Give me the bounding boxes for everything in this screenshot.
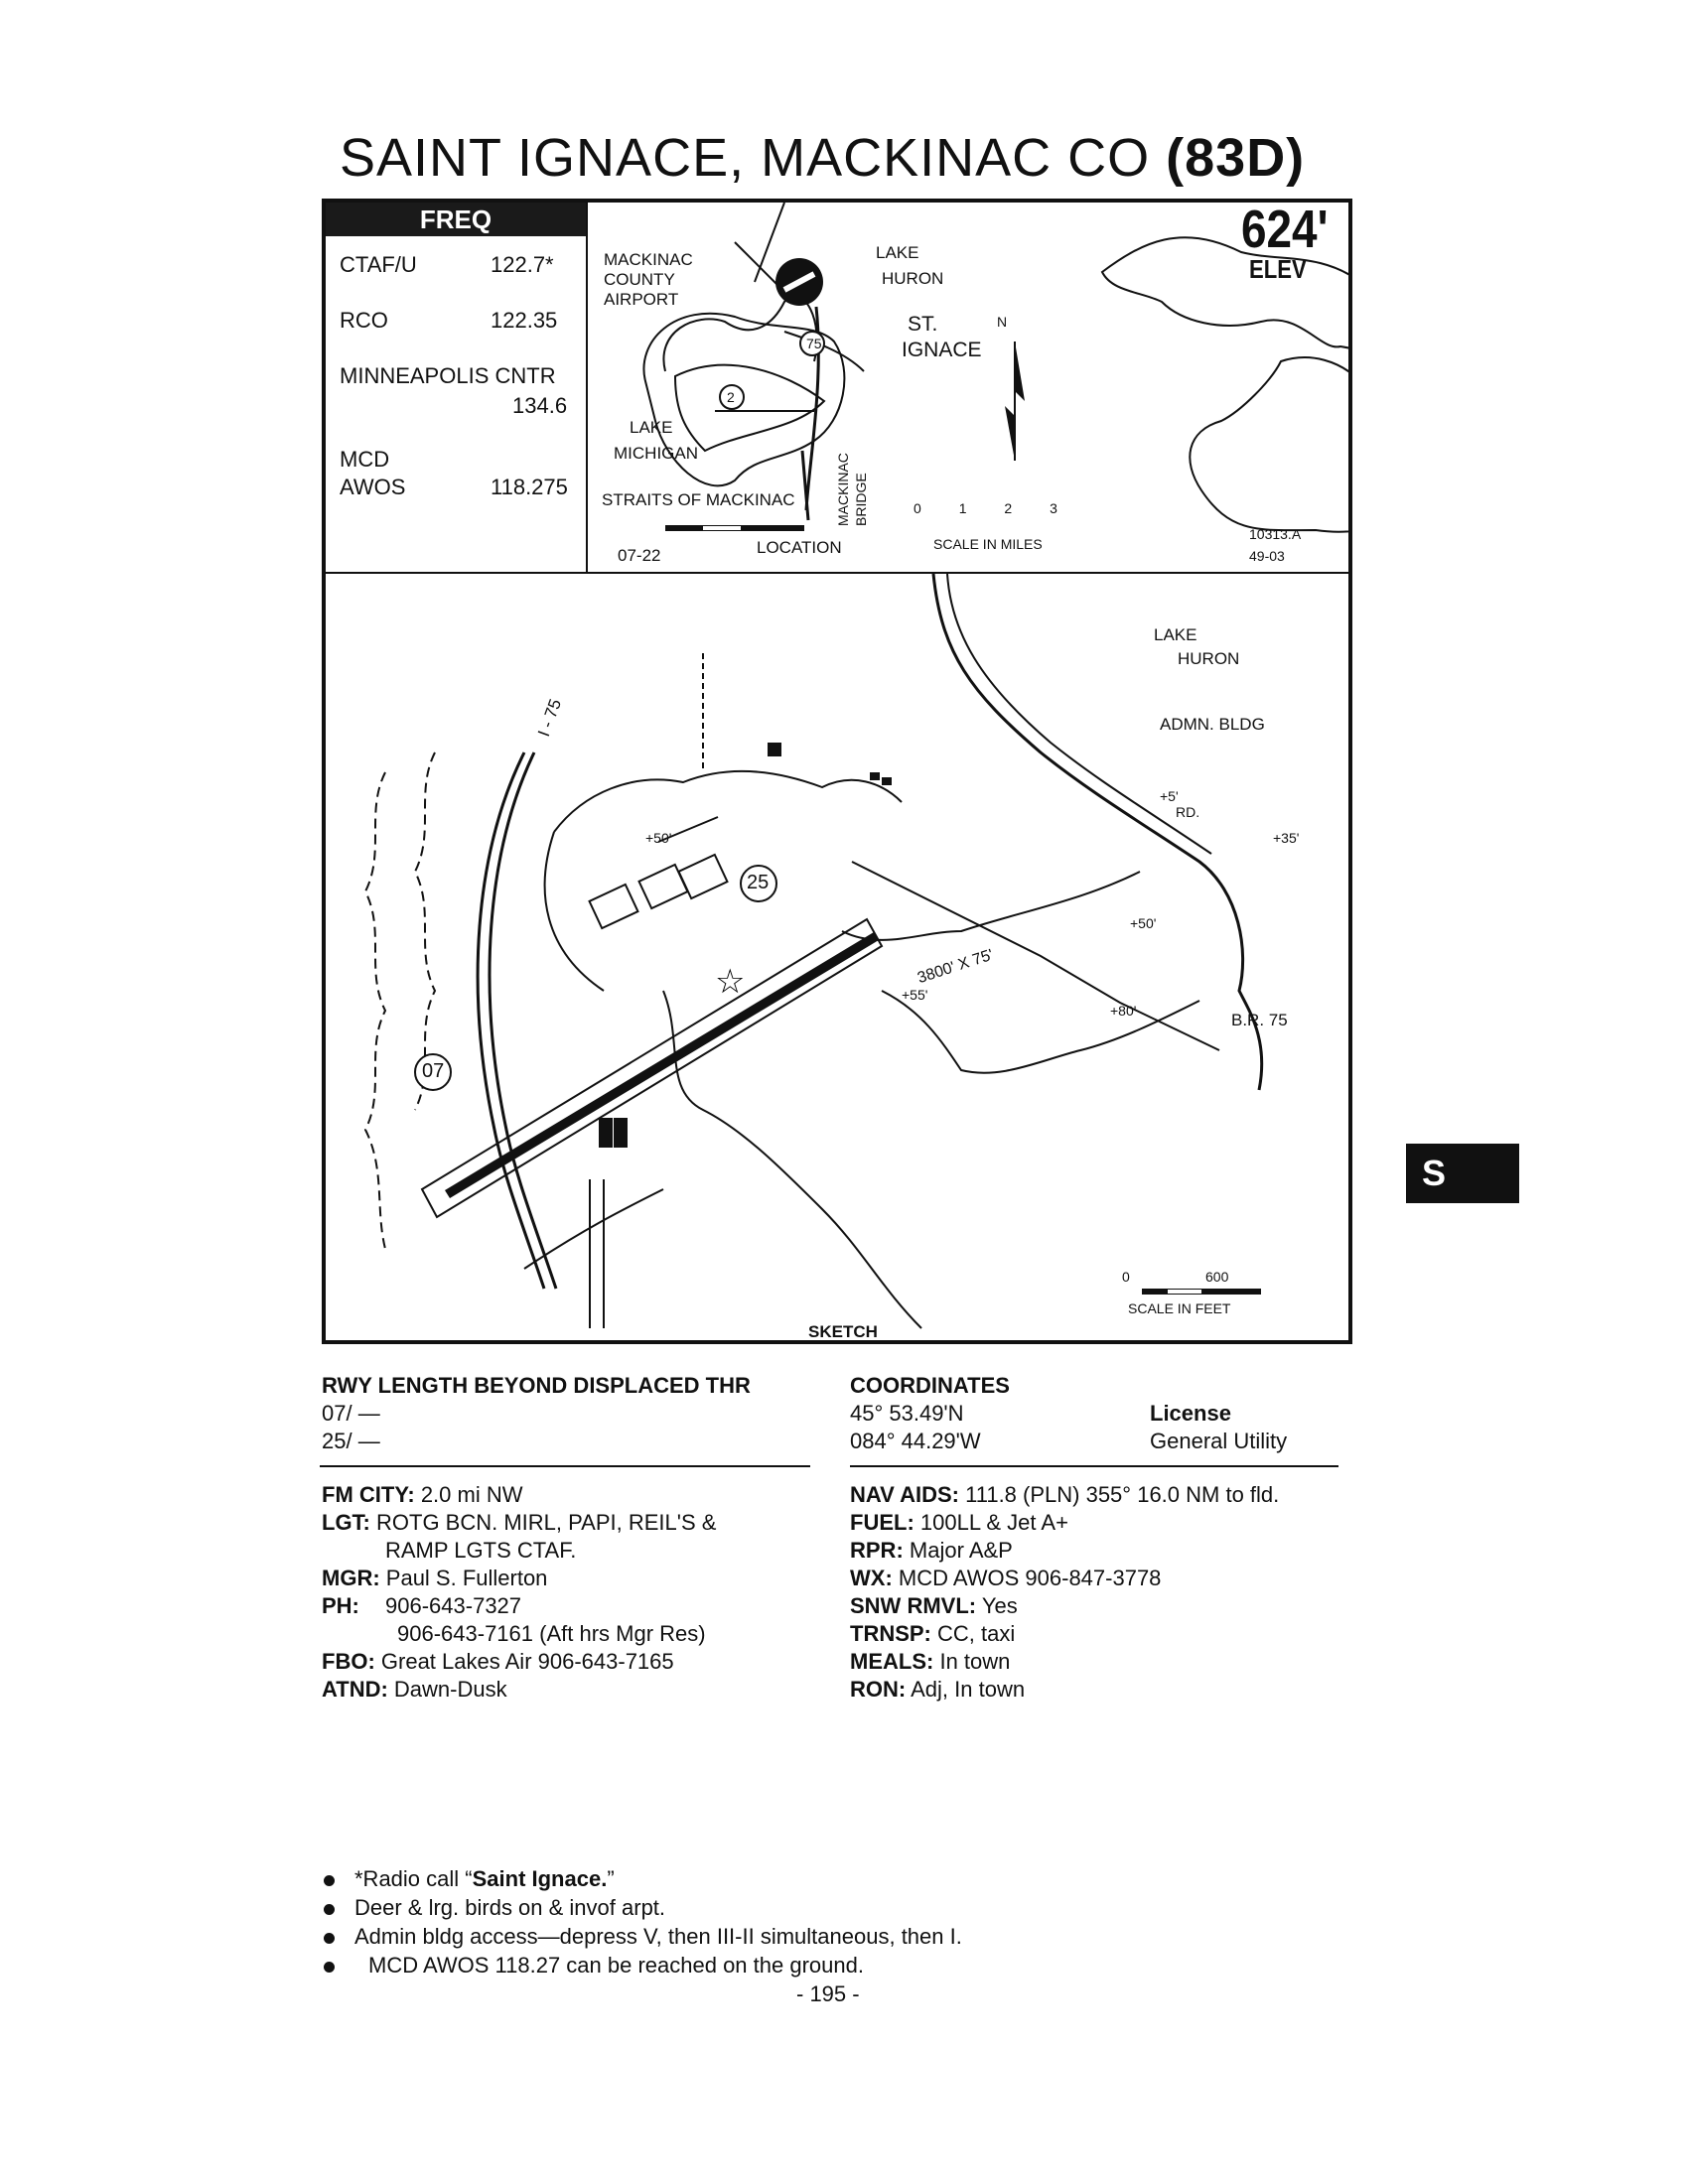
info-lgt: LGT: ROTG BCN. MIRL, PAPI, REIL'S & — [322, 1510, 717, 1535]
bullet-icon — [324, 1875, 335, 1886]
sketch-plus80-label: +80' — [1110, 1003, 1137, 1019]
freq-label-awos: AWOS — [340, 475, 406, 499]
map-airport-label: MACKINAC COUNTY AIRPORT — [604, 250, 693, 309]
page-title — [340, 127, 1305, 189]
info-wx: WX: MCD AWOS 906-847-3778 — [850, 1566, 1162, 1590]
page-number: - 195 - — [796, 1981, 860, 2006]
info-rpr: RPR: Major A&P — [850, 1538, 1013, 1563]
freq-label-rco: RCO — [340, 308, 388, 333]
bullet-icon — [324, 1933, 335, 1944]
map-north-label: N — [997, 314, 1008, 330]
map-caption: LOCATION — [757, 538, 842, 557]
admin-building — [768, 743, 781, 756]
info-ron: RON: Adj, In town — [850, 1677, 1026, 1702]
coordinates-lat: 45° 53.49'N — [850, 1401, 964, 1426]
info-ph: PH: 906-643-7327 — [322, 1593, 522, 1618]
map-route-2-label: 2 — [727, 389, 735, 405]
sketch-plus35-label: +35' — [1273, 830, 1300, 846]
sketch-rwy07-label: 07 — [422, 1060, 445, 1082]
rwy-length-header: RWY LENGTH BEYOND DISPLACED THR — [322, 1373, 751, 1398]
runway-07-25 — [445, 932, 879, 1198]
info-ph-aft-hrs: 906-643-7161 (Aft hrs Mgr Res) — [397, 1621, 706, 1646]
sketch-plus5-label: +5' — [1160, 788, 1179, 804]
map-bridge-label: MACKINAC BRIDGE — [835, 453, 869, 526]
map-date: 07-22 — [618, 546, 661, 565]
map-ref-1: 10313.A — [1249, 526, 1302, 542]
sketch-caption: SKETCH — [808, 1322, 878, 1341]
airport-sketch — [326, 574, 1348, 1340]
info-left — [322, 1481, 716, 1704]
freq-value-awos: 118.275 — [491, 475, 568, 499]
sketch-i75-label: I - 75 — [534, 696, 566, 740]
freq-value-minneapolis: 134.6 — [512, 393, 568, 418]
note-3: Admin bldg access—depress V, then III-II simultaneous, then I. — [324, 1922, 962, 1951]
north-arrow-icon — [1005, 341, 1025, 461]
sketch-scale-tick-0: 0 — [1122, 1269, 1130, 1285]
rwy-length-25: 25/ — — [322, 1429, 380, 1453]
info-nav-aids: NAV AIDS: 111.8 (PLN) 355° 16.0 NM to fld. — [850, 1482, 1280, 1507]
rwy-length-07: 07/ — — [322, 1401, 380, 1426]
freq-label-minneapolis: MINNEAPOLIS CNTR — [340, 363, 556, 388]
info-right — [850, 1481, 1279, 1704]
map-ref-2: 49-03 — [1249, 548, 1285, 564]
map-scale-bar — [665, 525, 804, 531]
note-4: MCD AWOS 118.27 can be reached on the ground. — [324, 1951, 962, 1979]
license-label: License — [1150, 1401, 1231, 1426]
sketch-br75-label: B.R. 75 — [1231, 1011, 1288, 1029]
sketch-scale-label: SCALE IN FEET — [1128, 1300, 1231, 1316]
info-snw-rmvl: SNW RMVL: Yes — [850, 1593, 1018, 1618]
sketch-plus50-left-label: +50' — [645, 830, 672, 846]
elevation-label: ELEV — [1249, 254, 1307, 284]
coordinates-lon: 084° 44.29'W — [850, 1429, 981, 1453]
map-scale-ticks: 0 1 2 3 — [914, 500, 1057, 516]
michigan-outline — [1102, 237, 1348, 532]
freq-label-ctaf: CTAF/U — [340, 252, 417, 277]
sketch-plus55-label: +55' — [902, 987, 928, 1003]
freq-header: FREQ — [326, 203, 586, 236]
info-fbo: FBO: Great Lakes Air 906-643-7165 — [322, 1649, 674, 1674]
freq-label-mcd: MCD — [340, 447, 390, 472]
sketch-runway-dims: 3800' X 75' — [915, 946, 996, 988]
sketch-rd-label: RD. — [1176, 804, 1200, 820]
location-map — [586, 203, 1348, 572]
info-fm-city: FM CITY: 2.0 mi NW — [322, 1482, 523, 1507]
note-2: Deer & lrg. birds on & invof arpt. — [324, 1893, 962, 1922]
airport-ident: (83D) — [1166, 128, 1306, 188]
map-scale-label: SCALE IN MILES — [933, 536, 1043, 552]
info-mgr: MGR: Paul S. Fullerton — [322, 1566, 548, 1590]
coordinates-rule — [850, 1465, 1338, 1467]
info-atnd: ATND: Dawn-Dusk — [322, 1677, 507, 1702]
license-value: General Utility — [1150, 1429, 1288, 1453]
freq-value-ctaf: 122.7* — [491, 252, 554, 277]
bullet-icon — [324, 1904, 335, 1915]
info-lgt-cont: RAMP LGTS CTAF. — [385, 1538, 577, 1563]
section-tab: S — [1406, 1144, 1519, 1203]
sketch-rwy25-label: 25 — [747, 872, 770, 893]
elevation-value: 624' — [1241, 200, 1329, 259]
sketch-admn-label: ADMN. BLDG — [1160, 715, 1265, 734]
map-route-75-label: 75 — [806, 336, 822, 351]
info-meals: MEALS: In town — [850, 1649, 1011, 1674]
map-st-ignace-label: ST. IGNACE — [902, 313, 982, 361]
map-lake-huron-label: LAKE HURON — [876, 243, 944, 288]
sketch-lake-huron-label: LAKE HURON — [1154, 625, 1240, 668]
note-1: *Radio call “Saint Ignace.” — [324, 1864, 962, 1893]
rwy-length-rule — [320, 1465, 810, 1467]
beacon-star-icon: ☆ — [715, 962, 746, 1002]
map-straits-label: STRAITS OF MACKINAC — [602, 490, 795, 509]
sketch-plus50-right-label: +50' — [1130, 915, 1157, 931]
sketch-scale-bar — [1142, 1289, 1261, 1295]
info-fuel: FUEL: 100LL & Jet A+ — [850, 1510, 1068, 1535]
freq-value-rco: 122.35 — [491, 308, 558, 333]
bullet-icon — [324, 1962, 335, 1973]
map-lake-michigan-label: LAKE MICHIGAN — [614, 418, 698, 463]
airport-name: SAINT IGNACE, MACKINAC CO — [340, 128, 1151, 188]
notes-list — [324, 1864, 962, 1979]
coordinates-header: COORDINATES — [850, 1373, 1010, 1398]
sketch-scale-tick-600: 600 — [1205, 1269, 1229, 1285]
info-trnsp: TRNSP: CC, taxi — [850, 1621, 1016, 1646]
